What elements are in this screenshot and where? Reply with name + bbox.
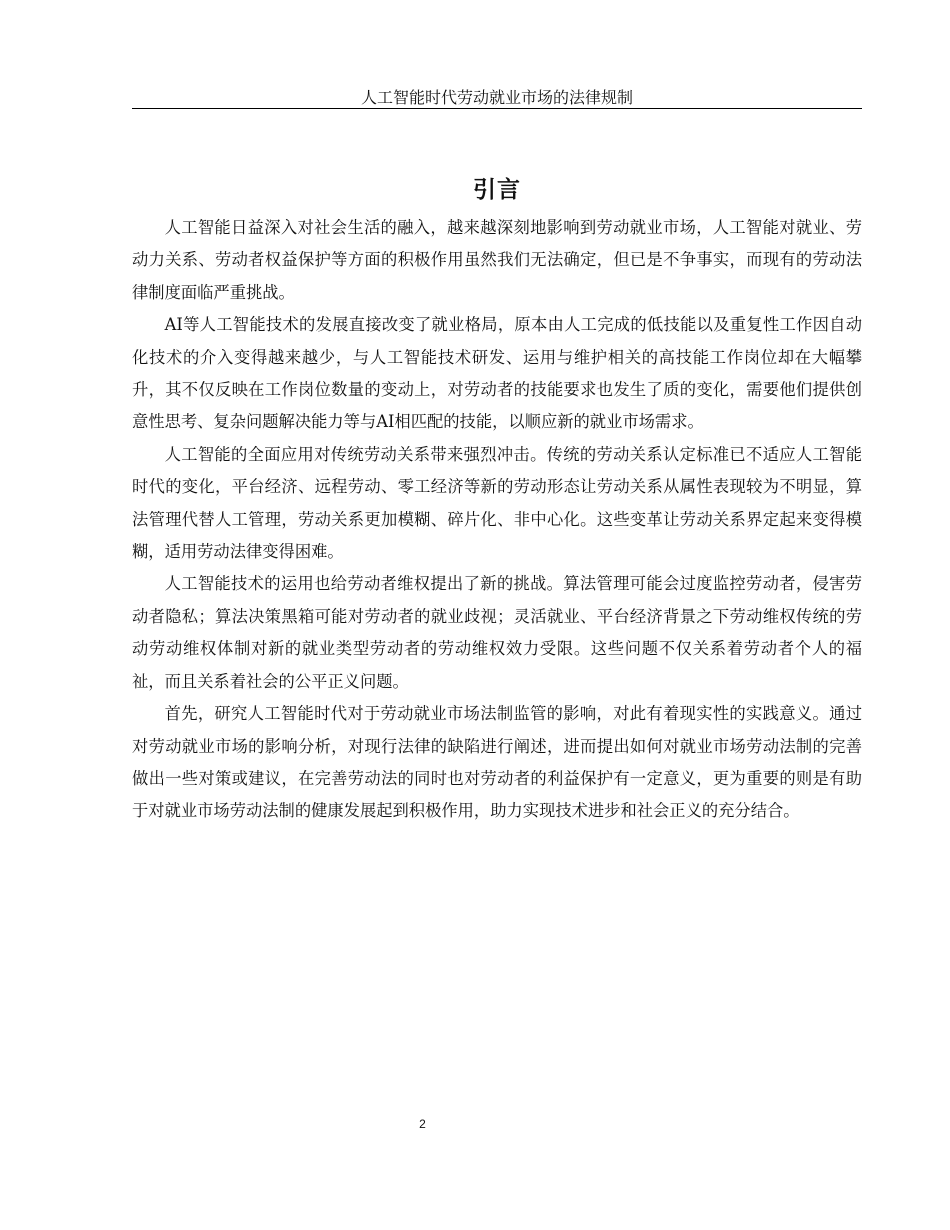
paragraph: 人工智能日益深入对社会生活的融入，越来越深刻地影响到劳动就业市场，人工智能对就业、劳动力关系、劳动者权益保护等方面的积极作用虽然我们无法确定，但已是不争事实，而现有的劳动法律制度面临严重挑战。	[132, 218, 862, 302]
body-text	[132, 212, 862, 828]
page-number: 2	[419, 1117, 426, 1131]
paragraph: 人工智能的全面应用对传统劳动关系带来强烈冲击。传统的劳动关系认定标准已不适应人工智能时代的变化，平台经济、远程劳动、零工经济等新的劳动形态让劳动关系从属性表现较为不明显，算法管理代替人工管理，劳动关系更加模糊、碎片化、非中心化。这些变革让劳动关系界定起来变得模糊，适用劳动法律变得困难。	[132, 444, 862, 562]
paragraph: 首先，研究人工智能时代对于劳动就业市场法制监管的影响，对此有着现实性的实践意义。通过对劳动就业市场的影响分析，对现行法律的缺陷进行阐述，进而提出如何对就业市场劳动法制的完善做出一些对策或建议，在完善劳动法的同时也对劳动者的利益保护有一定意义，更为重要的则是有助于对就业市场劳动法制的健康发展起到积极作用，助力实现技术进步和社会正义的充分结合。	[132, 704, 862, 821]
paragraph: AI等人工智能技术的发展直接改变了就业格局，原本由人工完成的低技能以及重复性工作因自动化技术的介入变得越来越少，与人工智能技术研发、运用与维护相关的高技能工作岗位却在大幅攀升，其不仅反映在工作岗位数量的变动上，对劳动者的技能要求也发生了质的变化，需要他们提供创意性思考、复杂问题解决能力等与AI相匹配的技能，以顺应新的就业市场需求。	[132, 315, 862, 432]
header-divider	[132, 108, 862, 109]
running-header: 人工智能时代劳动就业市场的法律规制	[360, 88, 633, 107]
paragraph: 人工智能技术的运用也给劳动者维权提出了新的挑战。算法管理可能会过度监控劳动者，侵害劳动者隐私；算法决策黑箱可能对劳动者的就业歧视；灵活就业、平台经济背景之下劳动维权传统的劳动劳动维权体制对新的就业类型劳动者的劳动维权效力受限。这些问题不仅关系着劳动者个人的福祉，而且关系着社会的公平正义问题。	[132, 574, 862, 691]
section-title: 引言	[473, 177, 521, 203]
